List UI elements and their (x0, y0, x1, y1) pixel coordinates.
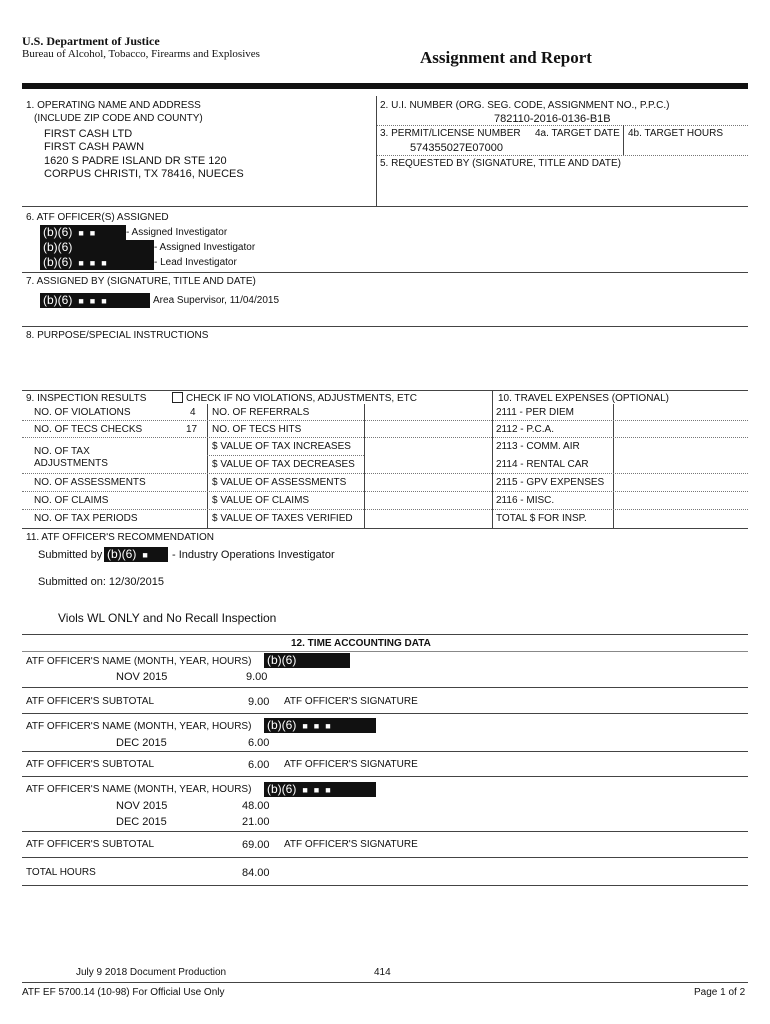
divider (623, 125, 624, 155)
divider (22, 528, 748, 529)
target-date-label: 4a. TARGET DATE (535, 128, 620, 139)
submitted-by-label: Submitted by (38, 549, 103, 561)
redaction-block: (b)(6) ■■■ (40, 255, 154, 270)
divider (22, 206, 748, 207)
time-hours: 48.00 (242, 800, 270, 812)
divider (22, 473, 748, 474)
divider (22, 751, 748, 752)
time-period: DEC 2015 (116, 737, 167, 749)
divider (22, 634, 748, 635)
subtotal-value: 9.00 (248, 696, 270, 708)
taxes-verified-label: $ VALUE OF TAXES VERIFIED (212, 513, 353, 524)
target-hours-label: 4b. TARGET HOURS (628, 128, 724, 139)
officer-role: - Assigned Investigator (126, 227, 228, 238)
travel-item: 2113 - COMM. AIR (496, 441, 580, 452)
redaction-block: (b)(6) ■■■ (40, 293, 150, 308)
claims-label: NO. OF CLAIMS (34, 495, 109, 506)
time-period: NOV 2015 (116, 671, 168, 683)
recommendation-text: Viols WL ONLY and No Recall Inspection (58, 611, 277, 625)
divider (22, 509, 748, 510)
divider (492, 390, 493, 528)
divider (376, 155, 748, 156)
operating-name-sublabel: (INCLUDE ZIP CODE AND COUNTY) (34, 113, 203, 124)
redaction-block: (b)(6) ■■■ (264, 782, 376, 797)
violations-label: NO. OF VIOLATIONS (34, 407, 131, 418)
time-hours: 6.00 (248, 737, 270, 749)
time-period: DEC 2015 (116, 816, 167, 828)
travel-item: 2116 - MISC. (496, 495, 555, 506)
officer-name-label: ATF OFFICER'S NAME (MONTH, YEAR, HOURS) (26, 784, 252, 795)
department-name: U.S. Department of Justice (22, 34, 160, 48)
assigned-by-label: 7. ASSIGNED BY (SIGNATURE, TITLE AND DATE) (26, 276, 256, 287)
submitted-by-role: - Industry Operations Investigator (172, 549, 335, 561)
header-rule (22, 83, 748, 89)
requested-by-label: 5. REQUESTED BY (SIGNATURE, TITLE AND DATE) (380, 158, 621, 169)
redaction-block: (b)(6) ■■■ (264, 718, 376, 733)
violations-value: 4 (190, 407, 196, 418)
divider (22, 885, 748, 886)
submitted-on: Submitted on: 12/30/2015 (38, 576, 164, 588)
redaction-block: (b)(6) (264, 653, 350, 668)
subtotal-label: ATF OFFICER'S SUBTOTAL (26, 696, 155, 707)
assessments-label: NO. OF ASSESSMENTS (34, 477, 146, 488)
divider (22, 687, 748, 688)
total-hours-value: 84.00 (242, 867, 270, 879)
divider (376, 96, 377, 206)
production-page-number: 414 (374, 967, 391, 978)
recommendation-label: 11. ATF OFFICER'S RECOMMENDATION (26, 532, 215, 543)
subtotal-value: 69.00 (242, 839, 270, 851)
tax-increases-label: $ VALUE OF TAX INCREASES (212, 441, 351, 452)
divider (22, 651, 748, 652)
footer-rule (22, 982, 748, 983)
divider (22, 326, 748, 327)
referrals-label: NO. OF REFERRALS (212, 407, 310, 418)
bureau-name: Bureau of Alcohol, Tobacco, Firearms and Explosives (22, 48, 260, 60)
no-violations-checkbox[interactable] (172, 392, 183, 403)
inspection-results-label: 9. INSPECTION RESULTS (26, 393, 147, 404)
officers-assigned-label: 6. ATF OFFICER(S) ASSIGNED (26, 212, 169, 223)
redaction-block: (b)(6) (40, 240, 154, 255)
signature-label: ATF OFFICER'S SIGNATURE (284, 839, 418, 850)
signature-label: ATF OFFICER'S SIGNATURE (284, 696, 418, 707)
time-period: NOV 2015 (116, 800, 168, 812)
no-violations-label: CHECK IF NO VIOLATIONS, ADJUSTMENTS, ETC (186, 393, 417, 404)
officer-role: - Assigned Investigator (154, 242, 256, 253)
redaction-block: (b)(6) ■■ (40, 225, 126, 240)
travel-item: 2112 - P.C.A. (496, 424, 554, 435)
travel-item: 2114 - RENTAL CAR (496, 459, 589, 470)
address-line: CORPUS CHRISTI, TX 78416, NUECES (44, 168, 244, 180)
divider (22, 420, 748, 421)
permit-number-label: 3. PERMIT/LICENSE NUMBER (380, 128, 521, 139)
assessments-value-label: $ VALUE OF ASSESSMENTS (212, 477, 347, 488)
time-accounting-title: 12. TIME ACCOUNTING DATA (291, 638, 431, 649)
tecs-checks-value: 17 (186, 424, 198, 435)
address-line: 1620 S PADRE ISLAND DR STE 120 (44, 155, 227, 167)
signature-label: ATF OFFICER'S SIGNATURE (284, 759, 418, 770)
travel-item: 2115 - GPV EXPENSES (496, 477, 605, 488)
claims-value-label: $ VALUE OF CLAIMS (212, 495, 310, 506)
operating-name-label: 1. OPERATING NAME AND ADDRESS (26, 100, 201, 111)
tecs-hits-label: NO. OF TECS HITS (212, 424, 302, 435)
divider (22, 713, 748, 714)
divider (22, 437, 748, 438)
divider (22, 491, 748, 492)
travel-item: 2111 - PER DIEM (496, 407, 574, 418)
divider (22, 857, 748, 858)
divider (376, 125, 748, 126)
subtotal-value: 6.00 (248, 759, 270, 771)
page-indicator: Page 1 of 2 (694, 987, 746, 998)
tecs-checks-label: NO. OF TECS CHECKS (34, 424, 143, 435)
ui-number-label: 2. U.I. NUMBER (ORG. SEG. CODE, ASSIGNMENT NO., P.P.C.) (380, 100, 670, 111)
divider (22, 776, 748, 777)
time-hours: 21.00 (242, 816, 270, 828)
officer-role: - Lead Investigator (154, 257, 237, 268)
ui-number-value: 782110-2016-0136-B1B (494, 113, 611, 125)
divider (207, 455, 364, 456)
subtotal-label: ATF OFFICER'S SUBTOTAL (26, 839, 155, 850)
divider (22, 272, 748, 273)
redaction-block: (b)(6) ■ (104, 547, 168, 562)
total-hours-label: TOTAL HOURS (26, 867, 96, 878)
tax-adjustments-label: NO. OF TAX ADJUSTMENTS (34, 446, 108, 469)
divider (22, 390, 748, 391)
officer-name-label: ATF OFFICER'S NAME (MONTH, YEAR, HOURS) (26, 656, 252, 667)
travel-expenses-label: 10. TRAVEL EXPENSES (OPTIONAL) (498, 393, 669, 404)
tax-periods-label: NO. OF TAX PERIODS (34, 513, 138, 524)
subtotal-label: ATF OFFICER'S SUBTOTAL (26, 759, 155, 770)
time-hours: 9.00 (246, 671, 268, 683)
officer-name-label: ATF OFFICER'S NAME (MONTH, YEAR, HOURS) (26, 721, 252, 732)
purpose-label: 8. PURPOSE/SPECIAL INSTRUCTIONS (26, 330, 209, 341)
divider (22, 831, 748, 832)
assigned-by-value: , Area Supervisor, 11/04/2015 (148, 295, 280, 306)
address-line: FIRST CASH PAWN (44, 141, 145, 153)
permit-number-value: 574355027E07000 (410, 142, 503, 154)
form-number: ATF EF 5700.14 (10-98) For Official Use Only (22, 987, 225, 998)
tax-decreases-label: $ VALUE OF TAX DECREASES (212, 459, 355, 470)
travel-item: TOTAL $ FOR INSP. (496, 513, 587, 524)
production-note: July 9 2018 Document Production (76, 967, 227, 978)
address-line: FIRST CASH LTD (44, 128, 133, 140)
form-title: Assignment and Report (420, 48, 592, 67)
